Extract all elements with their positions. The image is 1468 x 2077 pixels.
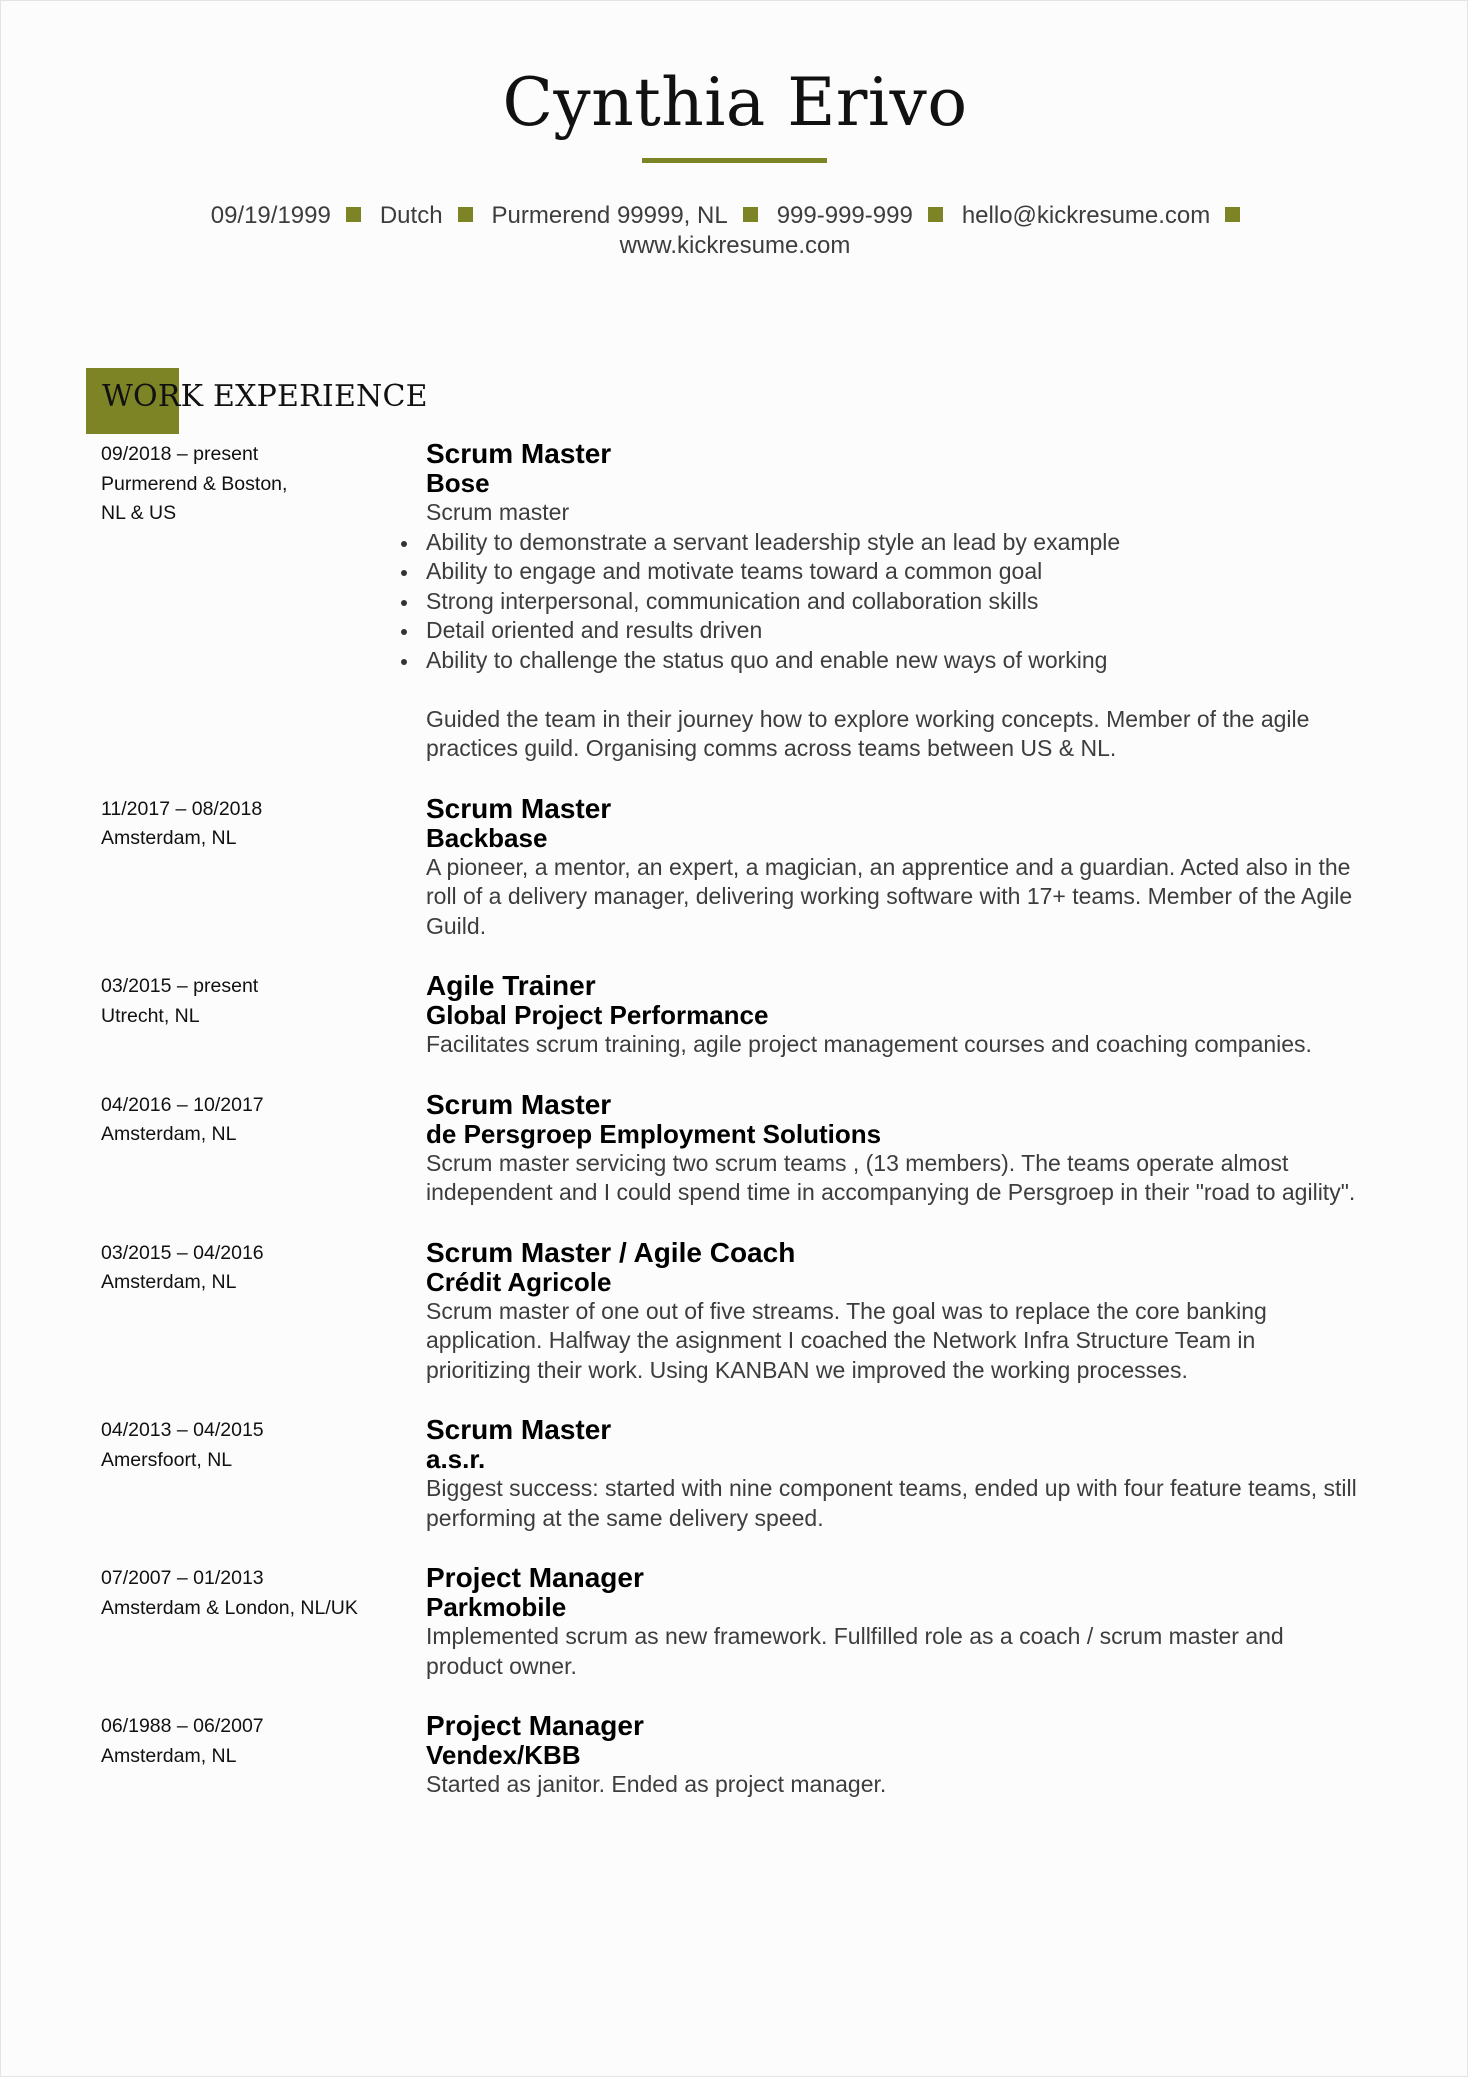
job-description: Guided the team in their journey how to explore working concepts. Member of the agile practices guild. Organising comms across teams between US & NL.: [426, 705, 1310, 761]
entry-meta: [101, 793, 426, 942]
list-item: Ability to engage and motivate teams toward a common goal: [426, 557, 1361, 587]
experience-entry: [101, 1710, 1361, 1800]
candidate-name: Cynthia Erivo: [502, 64, 968, 141]
entry-dates: 11/2017 – 08/2018: [101, 797, 263, 820]
contact-address: Purmerend 99999, NL: [491, 202, 728, 229]
entry-dates: 09/2018 – present: [101, 443, 259, 465]
entry-dates: 03/2015 – present: [101, 975, 259, 997]
list-item: Detail oriented and results driven: [426, 616, 1361, 646]
entry-dates: 04/2016 – 10/2017: [101, 1093, 264, 1116]
job-description: Started as janitor. Ended as project manager.: [426, 1771, 887, 1797]
entry-meta: [101, 438, 426, 764]
contact-website: www.kickresume.com: [619, 232, 851, 259]
entry-details: [426, 1089, 1361, 1208]
experience-entry: [101, 1562, 1361, 1681]
entry-meta: [101, 1237, 426, 1386]
company-name: a.s.r.: [426, 1444, 486, 1474]
entry-details: [426, 970, 1361, 1060]
company-name: Global Project Performance: [426, 1000, 769, 1030]
job-title: Scrum Master: [426, 1088, 612, 1120]
entry-details: [426, 793, 1361, 942]
entry-location: Amersfoort, NL: [101, 1448, 233, 1471]
spacer: [426, 675, 1361, 705]
entry-location: Amsterdam, NL: [101, 1123, 237, 1145]
entry-dates: 04/2013 – 04/2015: [101, 1419, 264, 1441]
list-item: Strong interpersonal, communication and collaboration skills: [426, 587, 1361, 617]
responsibility-list: [426, 528, 1361, 676]
entry-dates: 07/2007 – 01/2013: [101, 1567, 264, 1589]
section-title: WORK EXPERIENCE: [102, 379, 428, 414]
job-title: Agile Trainer: [426, 970, 596, 1001]
experience-entry: [101, 1089, 1361, 1208]
entry-meta: [101, 1710, 426, 1800]
contact-dob: 09/19/1999: [210, 202, 331, 229]
job-title: Scrum Master / Agile Coach: [426, 1236, 796, 1268]
company-name: Bose: [426, 468, 490, 498]
company-name: Parkmobile: [426, 1592, 567, 1622]
entry-details: [426, 1562, 1361, 1681]
bullet-square-icon: [1225, 207, 1240, 222]
job-description: Implemented scrum as new framework. Fullfilled role as a coach / scrum master and product owner.: [426, 1623, 1284, 1679]
entry-location: Amsterdam, NL: [101, 827, 237, 849]
experience-entry: [101, 438, 1361, 764]
entry-meta: [101, 970, 426, 1060]
bullet-square-icon: [928, 207, 943, 222]
list-item: Ability to challenge the status quo and enable new ways of working: [426, 646, 1361, 676]
entry-meta: [101, 1414, 426, 1533]
company-name: Vendex/KBB: [426, 1740, 581, 1770]
experience-entry: [101, 970, 1361, 1060]
job-description: Scrum master servicing two scrum teams , (13 members). The teams operate almost independent and I could spend time in accompanying de Persgroep in their "road to agility".: [426, 1149, 1356, 1205]
name-underline: [642, 158, 827, 163]
entry-meta: [101, 1562, 426, 1681]
entry-location: Purmerend & Boston, NL & US: [101, 472, 288, 524]
job-title: Project Manager: [426, 1562, 644, 1593]
job-description: A pioneer, a mentor, an expert, a magician, an apprentice and a guardian. Acted also in the roll of a delivery manager, delivering working software with 17+ teams. Member of the Agile Guild.: [426, 853, 1353, 939]
job-title: Scrum Master: [426, 792, 612, 824]
job-title: Project Manager: [426, 1710, 644, 1741]
company-name: Backbase: [426, 822, 548, 853]
entry-location: Amsterdam & London, NL/UK: [101, 1596, 358, 1619]
contact-info: [161, 201, 1309, 261]
experience-list: [101, 438, 1361, 1800]
entry-location: Amsterdam, NL: [101, 1744, 237, 1767]
entry-details: [426, 1710, 1361, 1800]
list-item: Ability to demonstrate a servant leadership style an lead by example: [426, 528, 1361, 558]
entry-meta: [101, 1089, 426, 1208]
job-description: Scrum master of one out of five streams. The goal was to replace the core banking application. Halfway the asignment I coached the Network Infra Structure Team in prioritizing their work. Using KANBAN we improved the working processes.: [426, 1297, 1267, 1383]
bullet-square-icon: [743, 207, 758, 222]
bullet-square-icon: [346, 207, 361, 222]
job-subtitle: Scrum master: [426, 499, 570, 525]
entry-location: Utrecht, NL: [101, 1004, 200, 1027]
entry-dates: 06/1988 – 06/2007: [101, 1715, 264, 1737]
experience-entry: [101, 793, 1361, 942]
contact-email: hello@kickresume.com: [961, 202, 1211, 229]
entry-details: [426, 1414, 1361, 1533]
bullet-square-icon: [458, 207, 473, 222]
entry-details: [426, 1237, 1361, 1386]
contact-phone: 999-999-999: [776, 202, 913, 229]
job-description: Facilitates scrum training, agile project management courses and coaching companies.: [426, 1031, 1312, 1057]
contact-nationality: Dutch: [379, 202, 443, 229]
entry-dates: 03/2015 – 04/2016: [101, 1241, 264, 1264]
company-name: de Persgroep Employment Solutions: [426, 1118, 882, 1149]
entry-details: [426, 438, 1361, 764]
company-name: Crédit Agricole: [426, 1266, 612, 1297]
entry-location: Amsterdam, NL: [101, 1271, 237, 1293]
experience-entry: [101, 1237, 1361, 1386]
job-title: Scrum Master: [426, 1414, 612, 1445]
job-title: Scrum Master: [426, 438, 612, 469]
experience-entry: [101, 1414, 1361, 1533]
job-description: Biggest success: started with nine component teams, ended up with four feature teams, still performing at the same delivery speed.: [426, 1475, 1357, 1531]
